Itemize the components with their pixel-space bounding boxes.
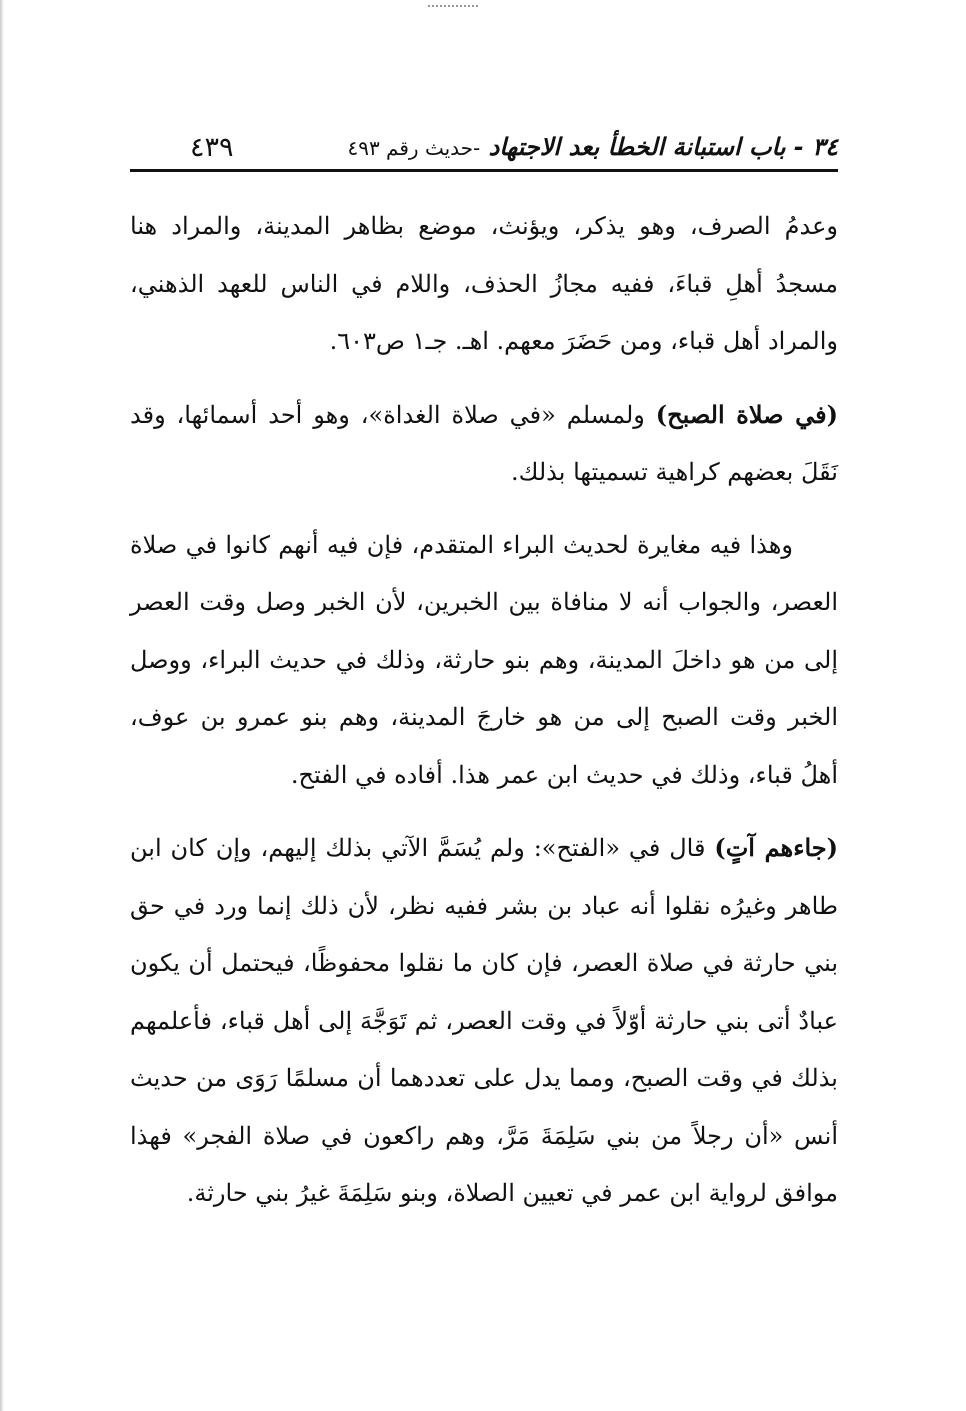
page-number: ٤٣٩ [180,130,244,166]
commentary-lemma: (جاءهم آتٍ) [714,833,839,862]
paragraph-3 [130,517,838,805]
running-head [335,128,838,167]
header-rule [130,169,838,172]
chapter-title: ٣٤ - باب استبانة الخطأ بعد الاجتهاد [488,133,838,161]
paragraph-1 [130,198,838,371]
hadith-reference: -حديث رقم ٤٩٣ [347,136,481,160]
paragraph-2 [130,386,838,502]
paragraph-text: قال في «الفتح»: ولم يُسَمَّ الآتي بذلك إليهم، وإن كان ابن طاهر وغيرُه نقلوا أنه عباد بن بشر ففيه نظر، لأن ذلك إنما ورد في حق بني حارثة في صلاة العصر، فإن كان ما نقلوا محفوظًا، فيحتمل أن يكون عبادٌ أتى بني حارثة أوّلاً في وقت العصر، ثم تَوَجَّهَ إلى أهل قباء، فأعلمهم بذلك في وقت الصبح، ومما يدل على تعددهما أن مسلمًا رَوَى من حديث أنس «أن رجلاً من بني سَلِمَةَ مَرَّ، وهم راكعون في صلاة الفجر» فهذا موافق لرواية ابن عمر في تعيين الصلاة، وبنو سَلِمَةَ غيرُ بني حارثة. [130,834,838,1207]
paragraph-text: وهذا فيه مغايرة لحديث البراء المتقدم، فإن فيه أنهم كانوا في صلاة العصر، والجواب أنه لا منافاة بين الخبرين، لأن الخبر وصل وقت العصر إلى من هو داخلَ المدينة، وهم بنو حارثة، وذلك في حديث البراء، ووصل الخبر وقت الصبح إلى من هو خارجَ المدينة، وهم بنو عمرو بن عوف، أهلُ قباء، وذلك في حديث ابن عمر هذا. أفاده في الفتح. [130,530,838,789]
scan-edge-shadow [0,0,4,1411]
paragraph-text: ولمسلم «في صلاة الغداة»، وهو أحد أسمائها، وقد نَقَلَ بعضهم كراهية تسميتها بذلك. [130,400,838,486]
page-header [130,128,838,176]
commentary-lemma: (في صلاة الصبح) [655,399,838,429]
paragraph-4 [130,819,838,1223]
page-body [130,198,838,1223]
scan-artifact-mark [428,0,478,7]
paragraph-text: وعدمُ الصرف، وهو يذكر، ويؤنث، موضع بظاهر المدينة، والمراد هنا مسجدُ أهلِ قباءَ، ففيه مجازُ الحذف، واللام في الناس للعهد الذهني، والمراد أهل قباء، ومن حَضَرَ معهم. اهـ. جـ١ ص٦٠٣. [130,212,838,355]
